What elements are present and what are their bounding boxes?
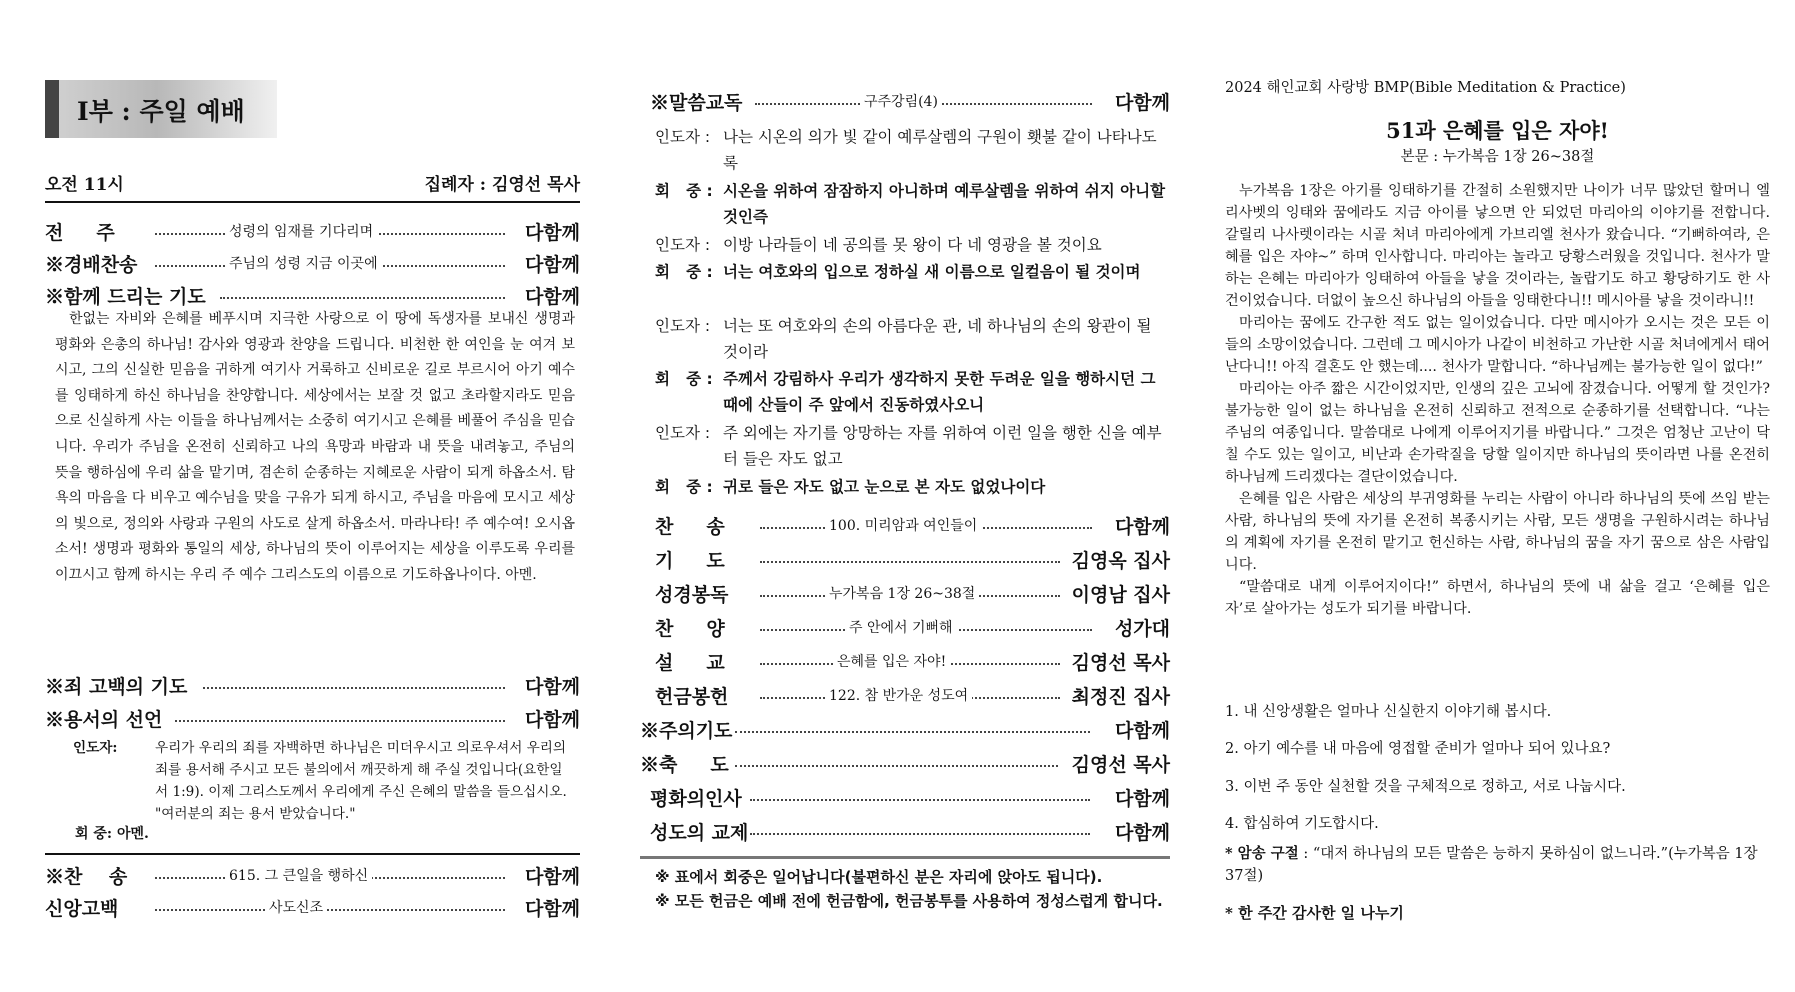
lesson-paragraph: 누가복음 1장은 아기를 잉태하기를 간절히 소원했지만 나이가 너무 많았던 할머니 엘리사벳의 잉태와 꿈에라도 지금 아이를 낳으면 안 되었던 마리아의 이야기를 전합니다. 갈릴리 나사렛이라는 시골 처녀 마리아에게 가브리엘 천사가 왔습니다. “기뻐하여라, 은혜를 입은 자야~” 하며 인사합니다. 마리아는 놀라고 당황스러웠을 것입니다. 천사가 말하는 은혜는 마리아가 잉태하여 아들을 낳을 것이라는, 놀랍기도 하고 황당하기도 한 사건이었습니다. 더없이 높으신 하나님의 아들을 잉태한다니!! 메시아를 낳을 것이라니!! <box>1225 183 1770 309</box>
leader-label: 인도자: <box>73 740 118 756</box>
dot-leader <box>735 765 1058 767</box>
litany-text: 귀로 들은 자도 없고 눈으로 본 자도 없었나이다 <box>723 478 1046 496</box>
service-time-row <box>45 170 580 203</box>
order-middle: 주 안에서 기뻐해 <box>845 617 957 637</box>
order-right: 성가대 <box>1114 618 1170 640</box>
litany-text: 나는 시온의 의가 빛 같이 예루살렘의 구원이 횃불 같이 나타나도록 <box>723 128 1157 172</box>
order-label: 전 주 <box>45 222 115 244</box>
dot-leader <box>750 833 1090 835</box>
left-column <box>45 0 580 992</box>
order-middle: 구주강림(4) <box>860 91 942 111</box>
litany-speaker: 회 중 : <box>655 478 713 496</box>
dot-leader <box>760 561 1060 563</box>
order-row-hymn2 <box>655 512 1170 538</box>
order-middle: 누가복음 1장 26~38절 <box>825 583 979 603</box>
order-right: 다함께 <box>1114 720 1170 742</box>
dot-leader <box>735 731 1090 733</box>
dot-leader <box>750 799 1090 801</box>
litany-speaker: 인도자 : <box>655 128 711 146</box>
litany-speaker: 인도자 : <box>655 317 711 335</box>
order-row-lords-prayer <box>640 716 1170 742</box>
note-standing: ※ 표에서 회중은 일어납니다(불편하신 분은 자리에 앉아도 됩니다). <box>655 868 1103 886</box>
dot-leader <box>220 297 505 299</box>
order-middle: 사도신조 <box>265 897 327 917</box>
order-right: 이영남 집사 <box>1071 584 1170 606</box>
congregation-response: 회 중: 아멘. <box>75 826 149 842</box>
dot-leader <box>203 687 505 689</box>
order-row-hymn <box>45 862 580 888</box>
order-label: ※말씀교독 <box>650 92 743 114</box>
litany-speaker: 인도자 : <box>655 424 711 442</box>
litany-speaker: 회 중 : <box>655 182 713 200</box>
order-middle: 성령의 임재를 기다리며 <box>225 221 377 241</box>
lesson-paragraph: “말씀대로 내게 이루어지이다!” 하면서, 하나님의 뜻에 내 삶을 걸고 ‘은혜를 입은 자’로 살아가는 성도가 되기를 바랍니다. <box>1225 579 1770 617</box>
lesson-title: 51과 은혜를 입은 자야! <box>1386 118 1609 143</box>
order-label: 찬 양 <box>655 618 725 640</box>
order-middle: 615. 그 큰일을 행하신 <box>225 865 372 885</box>
order-label: 성경봉독 <box>655 584 729 606</box>
order-right: 김영선 목사 <box>1071 754 1170 776</box>
order-row-anthem <box>655 614 1170 640</box>
section-title: I부 : 주일 예배 <box>77 97 245 126</box>
order-label: 평화의인사 <box>650 788 742 810</box>
order-right: 다함께 <box>1114 788 1170 810</box>
order-label: 기 도 <box>655 550 725 572</box>
joint-prayer-text: 한없는 자비와 은혜를 베푸시며 지극한 사랑으로 이 땅에 독생자를 보내신 생명과 평화와 은총의 하나님! 감사와 영광과 찬양을 드립니다. 비천한 한 여인을 눈 여겨 보시고, 그의 신실한 믿음을 귀하게 여기사 거룩하고 신비로운 길로 부르시어 아기 예수를 잉태하게 하신 하나님을 찬양합니다. 세상에서는 보잘 것 없고 초라할지라도 믿음으로 신실하게 사는 이들을 하나님께서는 소중히 여기시고 은혜를 베풀어 주심을 믿습니다. 우리가 주님을 온전히 신뢰하고 나의 욕망과 바람과 내 뜻을 내려놓고, 주님의 뜻을 행하심에 우리 삶을 맡기며, 겸손히 순종하는 지혜로운 사람이 되게 하옵소서. 탐욕의 마음을 다 비우고 예수님을 맞을 구유가 되게 하시고, 주님을 마음에 모시고 세상의 빛으로, 정의와 사랑과 구원의 사도로 살게 하옵소서. 마라나타! 주 예수여! 오시옵소서! 생명과 평화와 통일의 세상, 하나님의 뜻이 이루어지는 세상을 이루도록 우리를 이끄시고 함께 하시는 우리 주 예수 그리스도의 이름으로 기도하옵나이다. 아멘. <box>55 311 575 583</box>
middle-column <box>640 0 1170 992</box>
divider <box>45 853 580 855</box>
order-label: ※찬 송 <box>45 866 128 888</box>
order-right: 다함께 <box>524 898 580 920</box>
order-label: 성도의 교제 <box>650 822 749 844</box>
right-column <box>1225 0 1770 992</box>
order-row-responsive-reading <box>650 88 1170 114</box>
lesson-paragraph: 은혜를 입은 사람은 세상의 부귀영화를 누리는 사람이 아니라 하나님의 뜻에 쓰임 받는 사람, 하나님의 뜻에 자기를 온전히 복종시키는 사람, 모든 생명을 구원하시려는 하나님의 계획에 자기를 온전히 맡기고 헌신하는 사람, 하나님의 꿈을 자기 꿈으로 삼은 사람입니다. <box>1225 491 1770 573</box>
dot-leader <box>175 720 505 722</box>
memory-verse <box>1225 843 1770 887</box>
litany-text: 너는 여호와의 입으로 정하실 새 이름으로 일컬음이 될 것이며 <box>723 263 1141 281</box>
service-time: 오전 11시 <box>45 175 124 195</box>
divider <box>640 856 1170 859</box>
study-header: 2024 해인교회 사랑방 BMP(Bible Meditation & Practice) <box>1225 80 1626 96</box>
order-row-prayer <box>655 546 1170 572</box>
order-right: 다함께 <box>1114 516 1170 538</box>
order-row-prelude <box>45 218 580 244</box>
order-right: 다함께 <box>1114 822 1170 844</box>
lesson-paragraph: 마리아는 아주 짧은 시간이었지만, 인생의 깊은 고뇌에 잠겼습니다. 어떻게 할 것인가? 불가능한 일이 없는 하나님을 온전히 신뢰하고 전적으로 순종하기를 선택합니다. “나는 주님의 여종입니다. 말씀대로 나에게 이루어지기를 바랍니다.” 그것은 엄청난 고난이 닥칠 수도 있는 일이고, 비난과 손가락질을 당할 일이지만 하나님의 뜻이라면 나를 온전히 하나님께 드리겠다는 결단이었습니다. <box>1225 381 1770 485</box>
note-offering: ※ 모든 헌금은 예배 전에 헌금함에, 헌금봉투를 사용하여 정성스럽게 합니다. <box>655 892 1163 910</box>
presider: 집례자 : 김영선 목사 <box>424 175 580 195</box>
order-right: 다함께 <box>524 866 580 888</box>
order-row-joint-prayer <box>45 282 580 308</box>
order-right: 김영선 목사 <box>1071 652 1170 674</box>
order-middle: 122. 참 반가운 성도여 <box>825 685 972 705</box>
order-row-peace-greeting <box>650 784 1170 810</box>
order-label: 설 교 <box>655 652 725 674</box>
order-row-offering <box>655 682 1170 708</box>
order-label: 신앙고백 <box>45 898 119 920</box>
order-right: 다함께 <box>524 222 580 244</box>
order-middle: 100. 미리암과 여인들이 <box>825 515 981 535</box>
lesson-subtitle: 본문 : 누가복음 1장 26~38절 <box>1400 149 1595 165</box>
order-row-absolution <box>45 705 580 731</box>
litany-text: 너는 또 여호와의 손의 아름다운 관, 네 하나님의 손의 왕관이 될 것이라 <box>723 317 1152 361</box>
question-item: 3. 이번 주 동안 실천할 것을 구체적으로 정하고, 서로 나눕시다. <box>1225 779 1626 795</box>
order-row-sermon <box>655 648 1170 674</box>
order-label: 찬 송 <box>655 516 725 538</box>
lesson-body <box>1225 180 1770 620</box>
order-right: 다함께 <box>524 676 580 698</box>
order-label: 헌금봉헌 <box>655 686 729 708</box>
litany-text: 주께서 강림하사 우리가 생각하지 못한 두려운 일을 행하시던 그 때에 산들이 주 앞에서 진동하였사오니 <box>723 370 1156 414</box>
memory-text: : “대저 하나님의 모든 말씀은 능하지 못하심이 없느니라.”(누가복음 1장 37절) <box>1225 846 1758 884</box>
order-row-benediction <box>640 750 1170 776</box>
order-row-worship-hymn <box>45 250 580 276</box>
order-label: ※경배찬송 <box>45 254 138 276</box>
question-item: 1. 내 신앙생활은 얼마나 신실한지 이야기해 봅시다. <box>1225 704 1552 720</box>
order-right: 최정진 집사 <box>1071 686 1170 708</box>
leader-text: 우리가 우리의 죄를 자백하면 하나님은 미더우시고 의로우셔서 우리의 죄를 용서해 주시고 모든 불의에서 깨끗하게 해 주실 것입니다(요한일서 1:9). 이제 그리스도께서 우리에게 주신 은혜의 말씀을 들으십시오. "여러분의 죄는 용서 받았습니다." <box>155 740 567 822</box>
order-right: 다함께 <box>524 254 580 276</box>
order-label: ※용서의 선언 <box>45 709 163 731</box>
order-middle: 은혜를 입은 자야! <box>833 651 950 671</box>
order-middle: 주님의 성령 지금 이곳에 <box>225 253 382 273</box>
dot-leader <box>155 909 505 911</box>
litany-speaker: 회 중 : <box>655 263 713 281</box>
order-right: 김영옥 집사 <box>1071 550 1170 572</box>
order-right: 다함께 <box>1114 92 1170 114</box>
memory-label: * 암송 구절 <box>1225 845 1299 862</box>
section-title-box <box>45 80 277 138</box>
question-item: 4. 합심하여 기도합시다. <box>1225 816 1379 832</box>
order-row-fellowship <box>650 818 1170 844</box>
order-label: ※주의기도 <box>640 720 733 742</box>
lesson-paragraph: 마리아는 꿈에도 간구한 적도 없는 일이었습니다. 다만 메시아가 오시는 것은 모든 이들의 소망이었습니다. 그런데 그 메시아가 나같이 비천하고 가난한 시골 처녀에게서 태어난다니!! 아직 결혼도 안 했는데.... 천사가 말합니다. “하나님께는 불가능한 일이 없다!” <box>1225 315 1770 375</box>
litany-speaker: 인도자 : <box>655 236 711 254</box>
order-row-creed <box>45 894 580 920</box>
litany-text: 이방 나라들이 네 공의를 못 왕이 다 네 영광을 볼 것이요 <box>723 236 1102 254</box>
order-row-scripture <box>655 580 1170 606</box>
litany-text: 시온을 위하여 잠잠하지 아니하며 예루살렘을 위하여 쉬지 아니할 것인즉 <box>723 182 1166 226</box>
litany-speaker: 회 중 : <box>655 370 713 388</box>
gratitude-sharing: * 한 주간 감사한 일 나누기 <box>1225 904 1404 922</box>
order-row-confession <box>45 672 580 698</box>
order-label: ※죄 고백의 기도 <box>45 676 188 698</box>
litany-text: 주 외에는 자기를 앙망하는 자를 위하여 이런 일을 행한 신을 예부터 들은 자도 없고 <box>723 424 1162 468</box>
order-label: ※함께 드리는 기도 <box>45 286 206 308</box>
order-label: ※축 도 <box>640 754 729 776</box>
question-item: 2. 아기 예수를 내 마음에 영접할 준비가 얼마나 되어 있나요? <box>1225 741 1611 757</box>
order-right: 다함께 <box>524 709 580 731</box>
order-right: 다함께 <box>524 286 580 308</box>
